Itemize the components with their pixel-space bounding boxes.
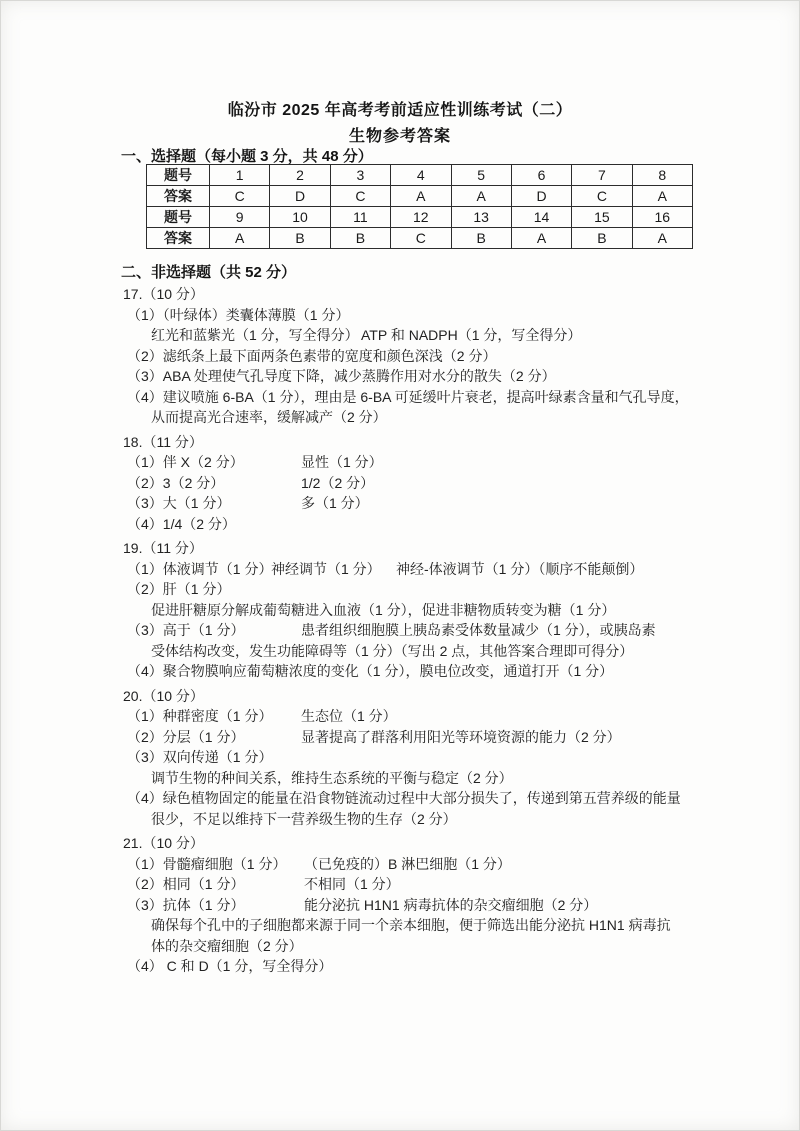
answer-text: 神经-体液调节（1 分）（顺序不能颠倒） <box>396 560 644 577</box>
answer-line <box>121 407 721 428</box>
answer-line <box>121 768 721 789</box>
answer-line <box>121 895 721 916</box>
answer-table-cell: A <box>210 228 270 249</box>
answer-text: 1/2（2 分） <box>301 474 375 491</box>
answer-line <box>121 936 721 957</box>
answer-table-label-cell: 答案 <box>147 228 210 249</box>
answer-text: （1）种群密度（1 分） <box>127 708 273 724</box>
answer-table-cell: A <box>391 186 451 207</box>
answer-table-cell: 5 <box>451 165 511 186</box>
answer-text: （2）相同（1 分） <box>127 876 245 892</box>
answer-table-cell: 2 <box>270 165 330 186</box>
answer-line <box>121 325 721 346</box>
answer-table-row <box>147 165 693 186</box>
answer-line <box>121 854 721 875</box>
answer-text: （4）建议喷施 6-BA（1 分），理由是 6-BA 可延缓叶片衰老，提高叶绿素含量和气孔导度， <box>127 388 689 405</box>
section2-heading: 二、非选择题（共 52 分） <box>121 264 297 281</box>
answer-table-cell: 3 <box>330 165 390 186</box>
answer-line <box>121 387 721 408</box>
answer-text: 神经调节（1 分） <box>271 560 381 577</box>
answer-line <box>121 874 721 895</box>
answer-line <box>121 346 721 367</box>
answer-line <box>121 452 721 473</box>
answer-table-cell: A <box>451 186 511 207</box>
answer-text: 很少，不足以维持下一营养级生物的生存（2 分） <box>151 810 457 827</box>
document-subtitle: 生物参考答案 <box>348 128 451 145</box>
answer-text: ATP 和 NADPH（1 分，写全得分） <box>361 327 582 343</box>
question-number-line <box>121 284 721 305</box>
answer-line <box>121 727 721 748</box>
answer-line <box>121 579 721 600</box>
answer-text: 20.（10 分） <box>123 687 204 704</box>
answer-line <box>121 747 721 768</box>
answer-line <box>121 956 721 977</box>
answer-line <box>121 706 721 727</box>
answer-table-row <box>147 207 693 228</box>
answer-table-cell: C <box>210 186 270 207</box>
answer-line <box>121 493 721 514</box>
answer-text: （4） C 和 D（1 分，写全得分） <box>127 958 333 974</box>
answer-text: （2）肝（1 分） <box>127 581 231 597</box>
answer-text: 21.（10 分） <box>123 835 204 851</box>
answer-text: 体的杂交瘤细胞（2 分） <box>151 937 303 954</box>
answer-text: 能分泌抗 H1N1 病毒抗体的杂交瘤细胞（2 分） <box>304 896 598 913</box>
answer-table-cell: B <box>270 228 330 249</box>
answer-table-cell: 14 <box>511 207 571 228</box>
answer-text: 显著提高了群落利用阳光等环境资源的能力（2 分） <box>301 728 621 745</box>
answer-table-row <box>147 186 693 207</box>
answer-text: （4）绿色植物固定的能量在沿食物链流动过程中大部分损失了，传递到第五营养级的能量 <box>127 790 681 806</box>
answer-text: （1）（叶绿体）类囊体薄膜（1 分） <box>127 306 350 323</box>
answer-line <box>121 809 721 830</box>
answer-table-cell: 8 <box>632 165 692 186</box>
answer-table-label-cell: 答案 <box>147 186 210 207</box>
document-title: 临汾市 2025 年高考考前适应性训练考试（二） <box>227 102 573 119</box>
answer-text: 确保每个孔中的子细胞都来源于同一个亲本细胞，便于筛选出能分泌抗 H1N1 病毒抗 <box>151 917 671 933</box>
answer-line <box>121 473 721 494</box>
answer-table-cell: 9 <box>210 207 270 228</box>
answer-text: 红光和蓝紫光（1 分，写全得分） <box>151 327 359 343</box>
answer-text: 19.（11 分） <box>123 540 203 556</box>
answer-table-cell: 16 <box>632 207 692 228</box>
answer-line <box>121 788 721 809</box>
answer-line <box>121 641 721 662</box>
answer-line <box>121 620 721 641</box>
answer-table-cell: C <box>330 186 390 207</box>
answer-line <box>121 559 721 580</box>
answer-text: 17.（10 分） <box>123 286 204 302</box>
answer-table-cell: D <box>511 186 571 207</box>
answer-text: 受体结构改变，发生功能障碍等（1 分）（写出 2 点，其他答案合理即可得分） <box>151 642 634 659</box>
answer-table-cell: C <box>572 186 632 207</box>
answer-text: （4）1/4（2 分） <box>127 515 236 532</box>
answers-list <box>121 284 721 977</box>
answer-text: （2）3（2 分） <box>127 474 225 491</box>
answer-table <box>146 164 693 249</box>
answer-table-body <box>147 165 693 249</box>
answer-text: 18.（11 分） <box>123 433 203 450</box>
answer-text: （2）分层（1 分） <box>127 728 245 745</box>
answer-text: （3）大（1 分） <box>127 495 231 511</box>
answer-table-cell: 6 <box>511 165 571 186</box>
question-number-line <box>121 432 721 453</box>
answer-table-cell: D <box>270 186 330 207</box>
answer-text: （1）体液调节（1 分） <box>127 560 273 577</box>
answer-text: 不相同（1 分） <box>304 876 400 892</box>
answer-line <box>121 305 721 326</box>
answer-text: （2）滤纸条上最下面两条色素带的宽度和颜色深浅（2 分） <box>127 347 497 364</box>
answer-table-cell: 12 <box>391 207 451 228</box>
answer-text: （3）抗体（1 分） <box>127 896 245 913</box>
answer-line <box>121 600 721 621</box>
answer-table-label-cell: 题号 <box>147 165 210 186</box>
answer-table-cell: 11 <box>330 207 390 228</box>
answer-table-cell: 1 <box>210 165 270 186</box>
answer-text: （4）聚合物膜响应葡萄糖浓度的变化（1 分），膜电位改变，通道打开（1 分） <box>127 663 614 679</box>
question-number-line <box>121 686 721 707</box>
question-number-line <box>121 538 721 559</box>
answer-text: 生态位（1 分） <box>301 708 397 724</box>
answer-text: （3）双向传递（1 分） <box>127 749 273 765</box>
answer-table-cell: C <box>391 228 451 249</box>
answer-line <box>121 514 721 535</box>
answer-table-cell: A <box>632 186 692 207</box>
answer-table-cell: 7 <box>572 165 632 186</box>
answer-table-label-cell: 题号 <box>147 207 210 228</box>
section1-heading: 一、选择题（每小题 3 分，共 48 分） <box>121 148 373 165</box>
answer-text: （已免疫的）B 淋巴细胞（1 分） <box>304 855 511 872</box>
answer-text: 促进肝糖原分解成葡萄糖进入血液（1 分），促进非糖物质转变为糖（1 分） <box>151 601 616 618</box>
answer-text: 从而提高光合速率，缓解减产（2 分） <box>151 409 387 425</box>
answer-line <box>121 366 721 387</box>
answer-table-cell: A <box>632 228 692 249</box>
answer-table-cell: B <box>451 228 511 249</box>
question-number-line <box>121 833 721 854</box>
answer-text: （3）高于（1 分） <box>127 622 245 638</box>
answer-table-cell: 13 <box>451 207 511 228</box>
answer-text: 多（1 分） <box>301 495 369 511</box>
answer-table-cell: B <box>330 228 390 249</box>
answer-table-row <box>147 228 693 249</box>
answer-text: 调节生物的种间关系，维持生态系统的平衡与稳定（2 分） <box>151 769 513 786</box>
answer-text: 显性（1 分） <box>301 454 383 470</box>
answer-table-cell: 4 <box>391 165 451 186</box>
answer-table-cell: B <box>572 228 632 249</box>
answer-table-cell: A <box>511 228 571 249</box>
answer-text: 患者组织细胞膜上胰岛素受体数量减少（1 分），或胰岛素 <box>301 622 656 638</box>
answer-text: （1）伴 X（2 分） <box>127 454 244 470</box>
answer-text: （3）ABA 处理使气孔导度下降，减少蒸腾作用对水分的散失（2 分） <box>127 368 556 384</box>
answer-text: （1）骨髓瘤细胞（1 分） <box>127 855 287 872</box>
answer-table-cell: 10 <box>270 207 330 228</box>
answer-line <box>121 661 721 682</box>
answer-table-cell: 15 <box>572 207 632 228</box>
answer-line <box>121 915 721 936</box>
